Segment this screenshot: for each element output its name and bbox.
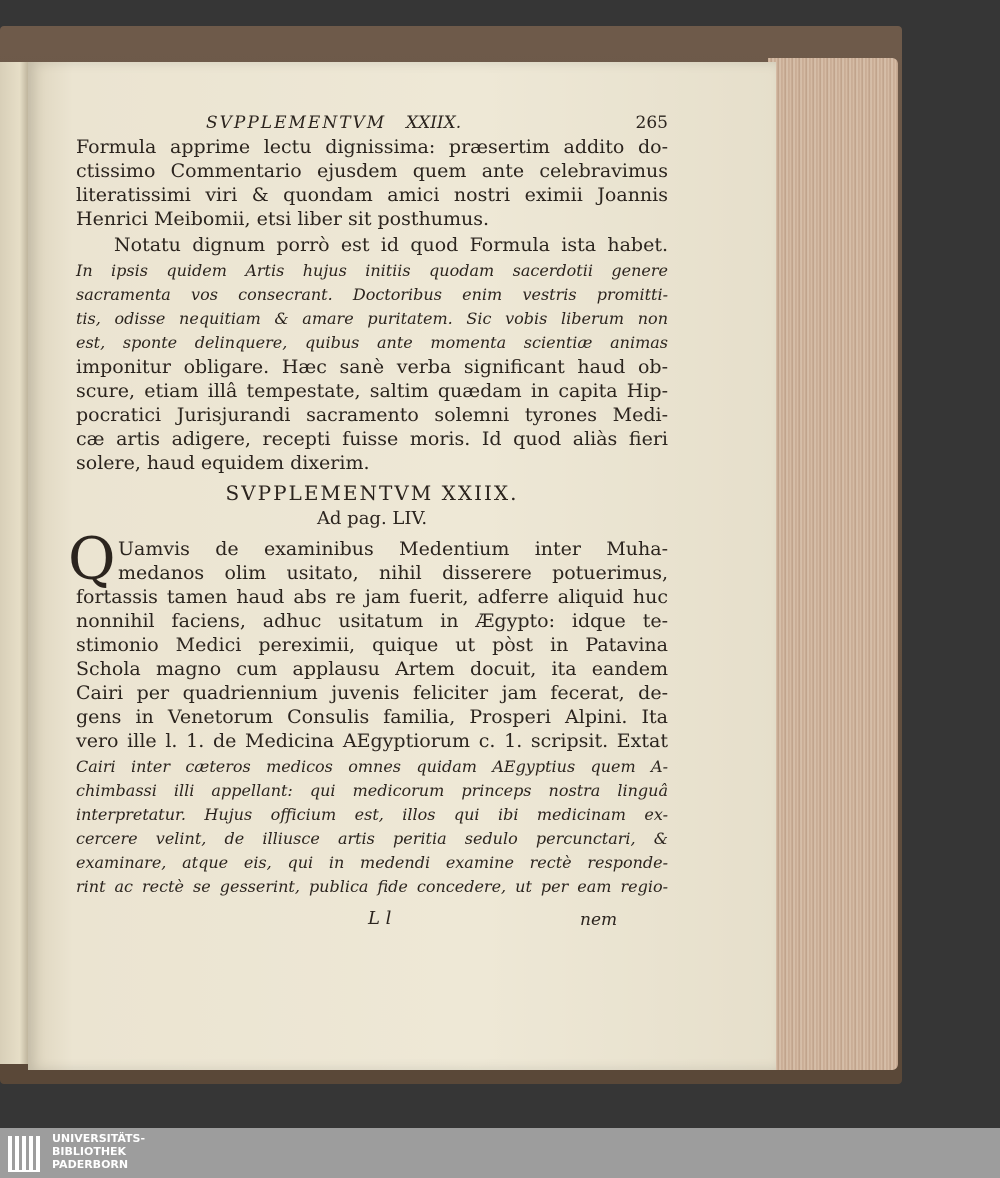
quote-line: interpretatur. Hujus officium est, illos qui ibi medicinam ex- <box>76 805 668 824</box>
text-line: imponitur obligare. Hæc sanè verba significant haud ob- <box>76 356 668 378</box>
text-line: Formula apprime lectu dignissima: præsertim addito do- <box>76 136 668 158</box>
text-line: vero ille l. 1. de Medicina AEgyptiorum c. 1. scripsit. Extat <box>76 730 668 752</box>
signature-mark: L l <box>368 908 392 929</box>
quote-line: Cairi inter cæteros medicos omnes quidam AEgyptius quem A- <box>76 757 668 776</box>
running-head-number: XXIIX. <box>406 113 462 133</box>
drop-cap: Q <box>68 525 116 593</box>
library-name-line: UNIVERSITÄTS- <box>52 1132 146 1145</box>
catchword: nem <box>580 910 618 930</box>
text-line: literatissimi viri & quondam amici nostri eximii Joannis <box>76 184 668 206</box>
library-logo-icon <box>6 1132 46 1176</box>
quote-line: chimbassi illi appellant: qui medicorum princeps nostra linguâ <box>76 781 668 800</box>
text-line: Uamvis de examinibus Medentium inter Muha- <box>118 538 668 560</box>
quote-line: cercere velint, de illiusce artis peritia sedulo percunctari, & <box>76 829 668 848</box>
text-line: Henrici Meibomii, etsi liber sit posthumus. <box>76 208 490 230</box>
text-line: stimonio Medici pereximii, quique ut pòst in Patavina <box>76 634 668 656</box>
library-name <box>52 1132 145 1171</box>
quote-line: est, sponte delinquere, quibus ante momenta scientiæ animas <box>76 333 668 352</box>
quote-line: In ipsis quidem Artis hujus initiis quodam sacerdotii genere <box>76 261 668 280</box>
text-line: nonnihil faciens, adhuc usitatum in Ægypto: idque te- <box>76 610 668 632</box>
quote-line: examinare, atque eis, qui in medendi examine rectè responde- <box>76 853 668 872</box>
left-page-edge <box>0 62 29 1064</box>
quote-line: tis, odisse nequitiam & amare puritatem. Sic vobis liberum non <box>76 309 668 328</box>
book-page <box>28 62 776 1070</box>
library-name-line: BIBLIOTHEK <box>52 1145 127 1158</box>
quote-line: sacramenta vos consecrant. Doctoribus enim vestris promitti- <box>76 285 668 304</box>
text-line: pocratici Jurisjurandi sacramento solemni tyrones Medi- <box>76 404 668 426</box>
text-line: Cairi per quadriennium juvenis feliciter jam fecerat, de- <box>76 682 668 704</box>
text-line: solere, haud equidem dixerim. <box>76 452 370 474</box>
library-name-line: PADERBORN <box>52 1158 129 1171</box>
text-line: Schola magno cum applausu Artem docuit, ita eandem <box>76 658 668 680</box>
text-line: medanos olim usitato, nihil disserere potuerimus, <box>118 562 668 584</box>
section-title: SVPPLEMENTVM XXIIX. <box>225 481 519 505</box>
text-line: fortassis tamen haud abs re jam fuerit, adferre aliquid huc <box>76 586 668 608</box>
page-fore-edge <box>768 58 898 1070</box>
text-line: scure, etiam illâ tempestate, saltim quædam in capita Hip- <box>76 380 668 402</box>
quote-line: rint ac rectè se gesserint, publica fide concedere, ut per eam regio- <box>76 877 668 896</box>
library-footer-bar <box>0 1128 1000 1178</box>
section-reference: Ad pag. LIV. <box>316 508 428 529</box>
text-line: ctissimo Commentario ejusdem quem ante celebravimus <box>76 160 668 182</box>
text-line: Notatu dignum porrò est id quod Formula ista habet. <box>114 234 668 256</box>
page-number: 265 <box>635 113 668 133</box>
text-line: cæ artis adigere, recepti fuisse moris. Id quod aliàs fieri <box>76 428 668 450</box>
text-line: gens in Venetorum Consulis familia, Prosperi Alpini. Ita <box>76 706 668 728</box>
running-head-title: SVPPLEMENTVM <box>206 113 387 133</box>
